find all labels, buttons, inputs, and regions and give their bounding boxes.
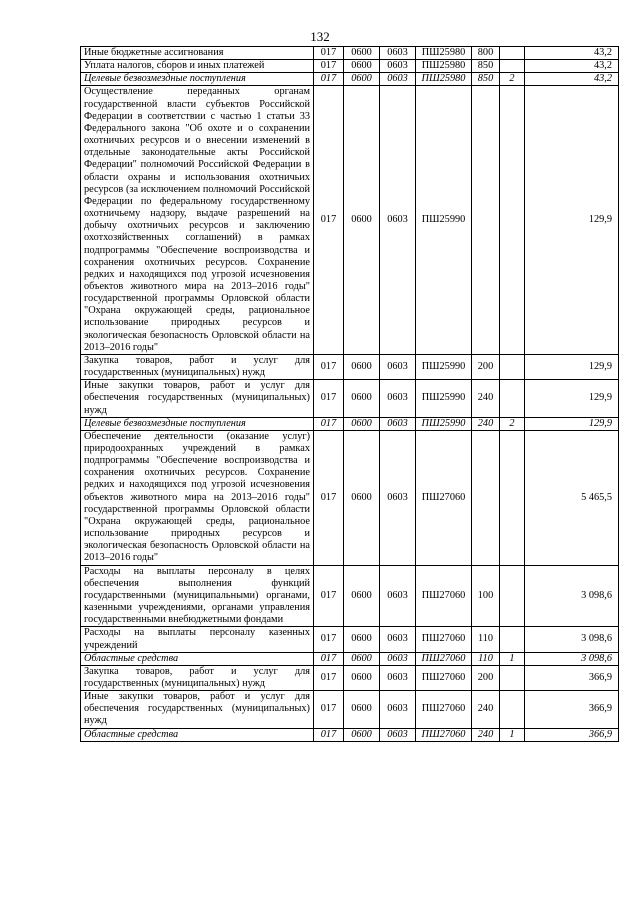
row-rz: 0600 xyxy=(344,417,380,430)
row-name: Уплата налогов, сборов и иных платежей xyxy=(81,60,314,73)
row-gr: 017 xyxy=(314,354,344,379)
table-row xyxy=(81,627,619,652)
row-vr: 100 xyxy=(472,565,500,627)
row-amount: 129,9 xyxy=(525,354,619,379)
row-pr: 0603 xyxy=(380,47,416,60)
row-amount: 129,9 xyxy=(525,417,619,430)
row-amount: 43,2 xyxy=(525,47,619,60)
row-csr: ПШ27060 xyxy=(416,691,472,728)
row-pr: 0603 xyxy=(380,380,416,417)
table-row xyxy=(81,665,619,690)
row-amount: 129,9 xyxy=(525,380,619,417)
row-amount: 366,9 xyxy=(525,691,619,728)
table-row xyxy=(81,691,619,728)
row-vr: 240 xyxy=(472,417,500,430)
row-vr: 850 xyxy=(472,60,500,73)
row-rz: 0600 xyxy=(344,430,380,565)
row-src xyxy=(500,354,525,379)
row-rz: 0600 xyxy=(344,565,380,627)
row-pr: 0603 xyxy=(380,652,416,665)
row-vr xyxy=(472,86,500,354)
row-rz: 0600 xyxy=(344,354,380,379)
table-row xyxy=(81,47,619,60)
row-csr: ПШ25980 xyxy=(416,47,472,60)
row-src xyxy=(500,691,525,728)
row-gr: 017 xyxy=(314,60,344,73)
row-name: Обеспечение деятельности (оказание услуг) природоохранных учреждений в рамках подпрограммы "Обеспечение воспроизводства и сохранения охотничьих ресурсов. Сохранение редких и находящихся под угрозой исчезновения объектов животного мира на 2013–2016 годы" государственной программы Орловской области "Охрана окружающей среды, рациональное использование природных ресурсов и экологическая безопасность Орловской области на 2013–2016 годы" xyxy=(81,430,314,565)
row-gr: 017 xyxy=(314,380,344,417)
row-gr: 017 xyxy=(314,417,344,430)
row-rz: 0600 xyxy=(344,728,380,741)
row-gr: 017 xyxy=(314,430,344,565)
row-amount: 3 098,6 xyxy=(525,652,619,665)
row-vr: 110 xyxy=(472,627,500,652)
table-row xyxy=(81,417,619,430)
row-gr: 017 xyxy=(314,73,344,86)
row-vr: 850 xyxy=(472,73,500,86)
row-rz: 0600 xyxy=(344,691,380,728)
row-vr: 240 xyxy=(472,728,500,741)
table-row xyxy=(81,565,619,627)
row-csr: ПШ27060 xyxy=(416,652,472,665)
row-gr: 017 xyxy=(314,47,344,60)
row-name: Закупка товаров, работ и услуг для государственных (муниципальных) нужд xyxy=(81,665,314,690)
row-rz: 0600 xyxy=(344,652,380,665)
row-amount: 129,9 xyxy=(525,86,619,354)
row-pr: 0603 xyxy=(380,691,416,728)
row-gr: 017 xyxy=(314,627,344,652)
row-name: Иные закупки товаров, работ и услуг для обеспечения государственных (муниципальных) нужд xyxy=(81,380,314,417)
row-csr: ПШ25980 xyxy=(416,60,472,73)
row-rz: 0600 xyxy=(344,627,380,652)
row-rz: 0600 xyxy=(344,60,380,73)
row-name: Целевые безвозмездные поступления xyxy=(81,417,314,430)
row-name: Расходы на выплаты персоналу в целях обеспечения выполнения функций государственными (муниципальными) органами, казенными учреждениями, органами управления государственными внебюджетными фондами xyxy=(81,565,314,627)
row-src xyxy=(500,565,525,627)
row-amount: 366,9 xyxy=(525,665,619,690)
row-csr: ПШ27060 xyxy=(416,627,472,652)
row-name: Закупка товаров, работ и услуг для государственных (муниципальных) нужд xyxy=(81,354,314,379)
row-csr: ПШ25990 xyxy=(416,86,472,354)
row-vr: 240 xyxy=(472,380,500,417)
row-pr: 0603 xyxy=(380,665,416,690)
row-vr: 240 xyxy=(472,691,500,728)
row-csr: ПШ25990 xyxy=(416,354,472,379)
row-src xyxy=(500,47,525,60)
row-pr: 0603 xyxy=(380,354,416,379)
row-amount: 366,9 xyxy=(525,728,619,741)
row-csr: ПШ25980 xyxy=(416,73,472,86)
row-src: 2 xyxy=(500,417,525,430)
row-name: Расходы на выплаты персоналу казенных учреждений xyxy=(81,627,314,652)
row-vr xyxy=(472,430,500,565)
table-row xyxy=(81,86,619,354)
row-pr: 0603 xyxy=(380,728,416,741)
row-amount: 3 098,6 xyxy=(525,627,619,652)
row-pr: 0603 xyxy=(380,60,416,73)
table-row xyxy=(81,73,619,86)
row-rz: 0600 xyxy=(344,86,380,354)
row-rz: 0600 xyxy=(344,665,380,690)
row-vr: 200 xyxy=(472,354,500,379)
row-pr: 0603 xyxy=(380,430,416,565)
row-gr: 017 xyxy=(314,728,344,741)
row-src xyxy=(500,60,525,73)
row-src: 2 xyxy=(500,73,525,86)
row-gr: 017 xyxy=(314,665,344,690)
row-csr: ПШ25990 xyxy=(416,417,472,430)
row-vr: 110 xyxy=(472,652,500,665)
row-gr: 017 xyxy=(314,565,344,627)
row-vr: 200 xyxy=(472,665,500,690)
row-pr: 0603 xyxy=(380,565,416,627)
row-rz: 0600 xyxy=(344,47,380,60)
row-csr: ПШ25990 xyxy=(416,380,472,417)
row-name: Целевые безвозмездные поступления xyxy=(81,73,314,86)
row-gr: 017 xyxy=(314,691,344,728)
table-row xyxy=(81,60,619,73)
row-src xyxy=(500,665,525,690)
row-src xyxy=(500,430,525,565)
table-row xyxy=(81,652,619,665)
row-vr: 800 xyxy=(472,47,500,60)
row-src xyxy=(500,380,525,417)
row-src xyxy=(500,86,525,354)
row-name: Иные бюджетные ассигнования xyxy=(81,47,314,60)
row-pr: 0603 xyxy=(380,417,416,430)
row-rz: 0600 xyxy=(344,73,380,86)
budget-table xyxy=(80,46,619,742)
table-row xyxy=(81,430,619,565)
row-pr: 0603 xyxy=(380,627,416,652)
table-row xyxy=(81,380,619,417)
row-pr: 0603 xyxy=(380,86,416,354)
row-csr: ПШ27060 xyxy=(416,665,472,690)
row-name: Иные закупки товаров, работ и услуг для обеспечения государственных (муниципальных) нужд xyxy=(81,691,314,728)
row-src xyxy=(500,627,525,652)
row-gr: 017 xyxy=(314,652,344,665)
row-csr: ПШ27060 xyxy=(416,728,472,741)
table-row xyxy=(81,354,619,379)
page-number: 132 xyxy=(310,29,330,44)
row-name: Осуществление переданных органам государственной власти субъектов Российской Федерации в соответствии с частью 1 статьи 33 Федерального закона "Об охоте и о сохранении охотничьих ресурсов и о внесении изменений в отдельные законодательные акты Российской Федерации" полномочий Российской Федерации в области охраны и использования охотничьих ресурсов (за исключением полномочий Российской Федерации по федеральному государственному охотничьему надзору, выдаче разрешений на добычу охотничьих ресурсов и заключению охотхозяйственных соглашений) в рамках подпрограммы "Обеспечение воспроизводства и сохранения охотничьих ресурсов. Сохранение редких и находящихся под угрозой исчезновения объектов животного мира на 2013–2016 годы" государственной программы Орловской области "Охрана окружающей среды, рациональное использование природных ресурсов и экологическая безопасность Орловской области на 2013–2016 годы" xyxy=(81,86,314,354)
row-name: Областные средства xyxy=(81,652,314,665)
row-amount: 5 465,5 xyxy=(525,430,619,565)
row-csr: ПШ27060 xyxy=(416,565,472,627)
row-amount: 43,2 xyxy=(525,60,619,73)
row-src: 1 xyxy=(500,728,525,741)
row-src: 1 xyxy=(500,652,525,665)
row-rz: 0600 xyxy=(344,380,380,417)
row-pr: 0603 xyxy=(380,73,416,86)
row-csr: ПШ27060 xyxy=(416,430,472,565)
row-amount: 43,2 xyxy=(525,73,619,86)
row-amount: 3 098,6 xyxy=(525,565,619,627)
table-row xyxy=(81,728,619,741)
row-gr: 017 xyxy=(314,86,344,354)
row-name: Областные средства xyxy=(81,728,314,741)
